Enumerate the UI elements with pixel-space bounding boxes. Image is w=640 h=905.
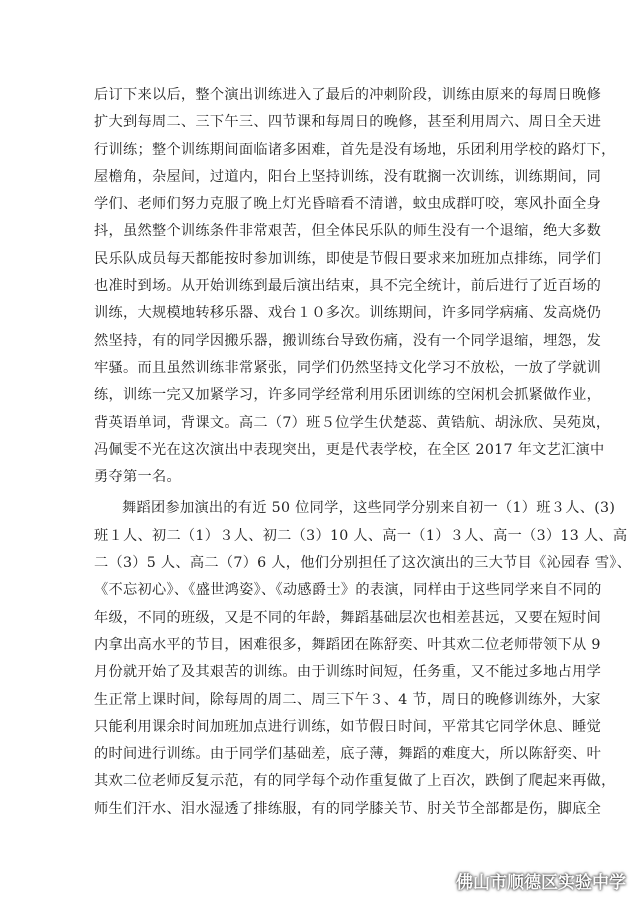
text-line: 舞蹈团参加演出的有近 50 位同学，这些同学分别来自初一（1）班３人、(3) xyxy=(122,500,616,517)
text-line: 抖，虽然整个训练条件非常艰苦，但全体民乐队的师生没有一个退缩，绝大多数 xyxy=(94,223,602,240)
text-line: 师生们汗水、泪水湿透了排练服，有的同学膝关节、肘关节全部都是伤，脚底全 xyxy=(94,800,602,817)
text-line: 屋檐角，杂屋间，过道内，阳台上坚持训练，没有耽搁一次训练，训练期间，同 xyxy=(94,168,602,185)
watermark-text: 佛山市顺德区实验中学 xyxy=(456,872,626,893)
text-line: 学们、老师们努力克服了晚上灯光昏暗看不清谱，蚊虫成群叮咬，寒风扑面全身 xyxy=(94,196,602,213)
text-line: 只能利用课余时间加班加点进行训练，如节假日时间，平常其它同学休息、睡觉 xyxy=(94,718,602,735)
text-line: 月份就开始了及其艰苦的训练。由于训练时间短，任务重，又不能过多地占用学 xyxy=(94,664,602,681)
text-line: 生正常上课时间，除每周的周二、周三下午３、4 节，周日的晚修训练外，大家 xyxy=(94,691,601,708)
text-line: 《不忘初心》、《盛世鸿姿》、《动感爵士》的表演，同样由于这些同学来自不同的 xyxy=(94,582,602,599)
text-line: 训练，大规模地转移乐器、戏台１０多次。训练期间，许多同学病痛、发高烧仍 xyxy=(94,305,602,322)
text-line: 班１人、初二（1）３人、初二（3）10 人、高一（1）３人、高一（3）13 人、高 xyxy=(94,527,628,544)
paragraph-2 xyxy=(94,495,632,823)
text-line: 练，训练一完又加紧学习，许多同学经常利用乐团训练的空闲机会抓紧做作业， xyxy=(94,387,602,404)
text-line: 背英语单词，背课文。高二（7）班５位学生伏楚蕊、黄锆航、胡泳欣、吴苑岚， xyxy=(94,414,611,431)
text-line: 牢骚。而且虽然训练非常紧张，同学们仍然坚持文化学习不放松，一放了学就训 xyxy=(94,359,602,376)
text-line: 内拿出高水平的节目，困难很多，舞蹈团在陈舒奕、叶其欢二位老师带领下从 9 xyxy=(94,636,601,653)
text-line: 勇夺第一名。 xyxy=(94,469,181,486)
document-body xyxy=(94,82,632,823)
wechat-icon xyxy=(426,869,450,891)
text-line: 扩大到每周二、三下午三、四节课和每周日的晚修，甚至利用周六、周日全天进 xyxy=(94,114,602,131)
text-line: 后订下来以后，整个演出训练进入了最后的冲刺阶段，训练由原来的每周日晚修 xyxy=(94,87,602,103)
text-line: 也准时到场。从开始训练到最后演出结束，具不完全统计，前后进行了近百场的 xyxy=(94,278,602,295)
text-line: 民乐队成员每天都能按时参加训练，即使是节假日要求来加班加点排练，同学们 xyxy=(94,250,602,267)
text-line: 其欢二位老师反复示范，有的同学每个动作重复做了上百次，跌倒了爬起来再做， xyxy=(94,773,616,790)
paragraph-1 xyxy=(94,82,616,491)
watermark xyxy=(426,865,626,895)
text-line: 冯佩雯不光在这次演出中表现突出，更是代表学校，在全区 2017 年文艺汇演中 xyxy=(94,441,605,458)
text-line: 行训练；整个训练期间面临诸多困难，首先是没有场地，乐团利用学校的路灯下， xyxy=(94,141,616,158)
text-line: 然坚持，有的同学因搬乐器，搬训练台导致伤痛，没有一个同学退缩，埋怨，发 xyxy=(94,332,602,349)
text-line: 的时间进行训练。由于同学们基础差，底子薄，舞蹈的难度大，所以陈舒奕、叶 xyxy=(94,746,602,763)
text-line: 年级，不同的班级，又是不同的年龄，舞蹈基础层次也相差甚远，又要在短时间 xyxy=(94,609,602,626)
text-line: 二（3）5 人、高二（7）6 人，他们分别担任了这次演出的三大节目《沁园春 雪》、 xyxy=(94,555,632,572)
